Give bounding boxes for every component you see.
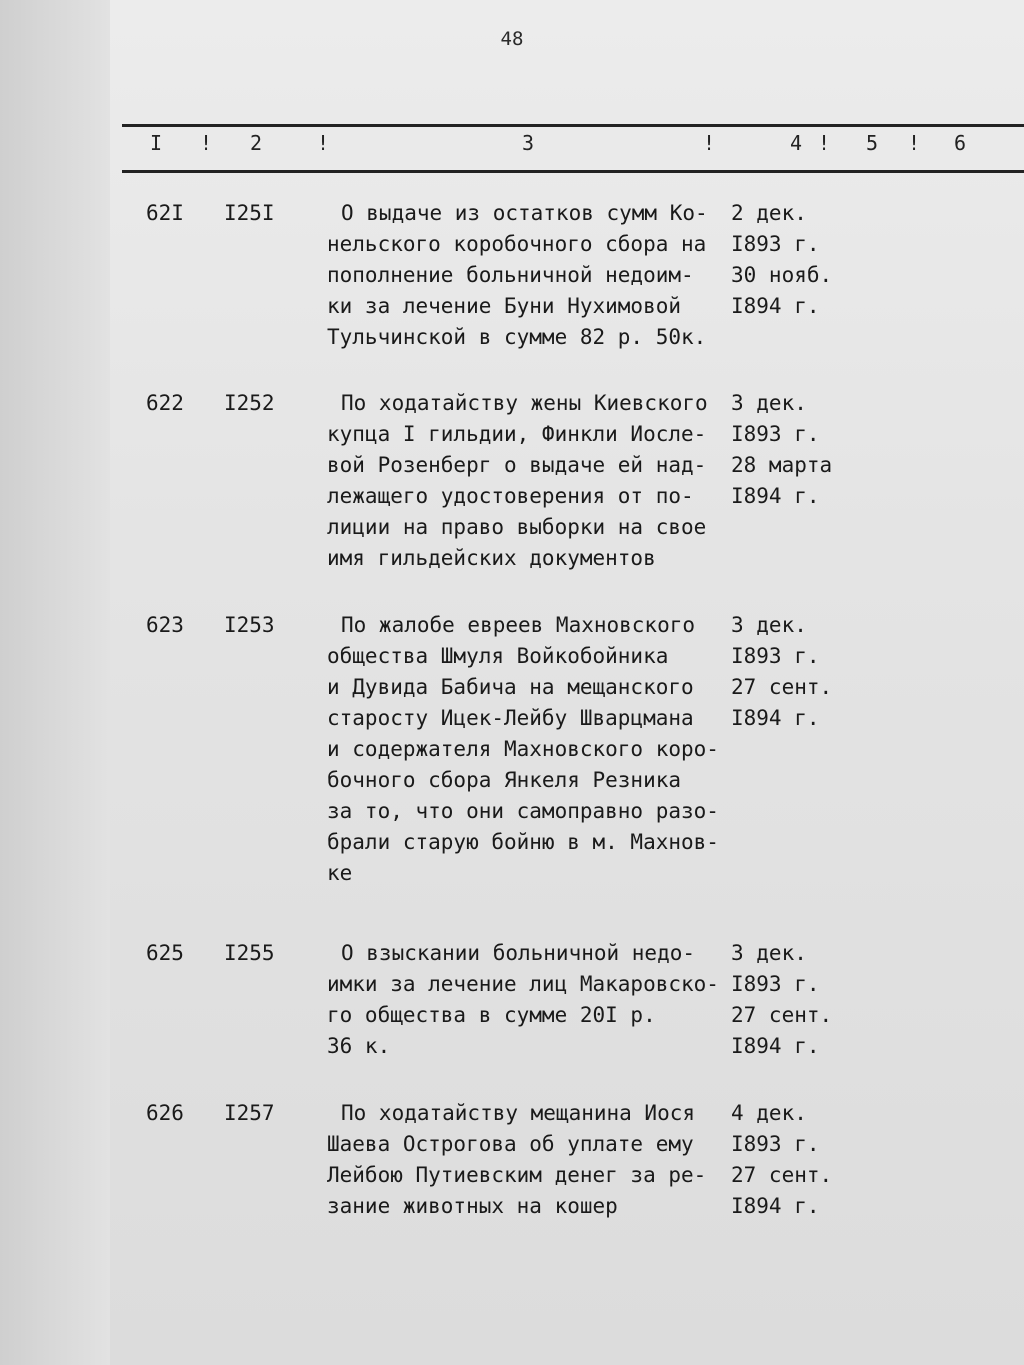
entry-dates	[731, 1098, 861, 1222]
start-year: I893 г.	[731, 1132, 820, 1156]
end-year: I894 г.	[731, 294, 820, 318]
entry-description	[327, 1098, 745, 1222]
description-line: Лейбою Путиевским денег за ре-	[327, 1163, 707, 1187]
start-year: I893 г.	[731, 644, 820, 668]
description-line: имки за лечение лиц Макаровско-	[327, 972, 719, 996]
document-number: I252	[224, 391, 275, 415]
description-line: По ходатайству мещанина Иося	[341, 1101, 696, 1125]
table-top-rule	[122, 124, 1024, 127]
description-line: купца I гильдии, Финкли Иосле-	[327, 422, 707, 446]
description-line: нельского коробочного сбора на	[327, 232, 707, 256]
entry-description	[327, 610, 745, 889]
start-date: 3 дек.	[731, 391, 807, 415]
entry-dates	[731, 610, 861, 734]
entry-description	[327, 938, 745, 1062]
document-number: I255	[224, 941, 275, 965]
header-separator: !	[200, 131, 213, 155]
description-line: 36 к.	[327, 1034, 391, 1058]
document-number: I253	[224, 613, 275, 637]
entry-number: 626	[146, 1101, 184, 1125]
entry-description	[327, 198, 745, 353]
start-date: 4 дек.	[731, 1101, 807, 1125]
header-separator: !	[703, 131, 716, 155]
end-date: 30 нояб.	[731, 263, 833, 287]
document-number: I257	[224, 1101, 275, 1125]
description-line: пополнение больничной недоим-	[327, 263, 694, 287]
document-number: I25I	[224, 201, 275, 225]
header-col-1: I	[150, 131, 163, 155]
description-line: и Дувида Бабича на мещанского	[327, 675, 694, 699]
description-line: По жалобе евреев Махновского	[341, 613, 696, 637]
description-line: О выдаче из остатков сумм Ко-	[341, 201, 708, 225]
entry-number: 62I	[146, 201, 184, 225]
start-year: I893 г.	[731, 422, 820, 446]
start-date: 2 дек.	[731, 201, 807, 225]
start-date: 3 дек.	[731, 941, 807, 965]
entry-number: 625	[146, 941, 184, 965]
description-line: за то, что они самоправно разо-	[327, 799, 719, 823]
description-line: О взыскании больничной недо-	[341, 941, 696, 965]
start-year: I893 г.	[731, 972, 820, 996]
description-line: старосту Ицек-Лейбу Шварцмана	[327, 706, 694, 730]
header-separator: !	[818, 131, 831, 155]
start-year: I893 г.	[731, 232, 820, 256]
header-col-6: 6	[954, 131, 967, 155]
description-line: Тульчинской в сумме 82 р. 50к.	[327, 325, 707, 349]
page-number: 48	[500, 28, 524, 50]
end-year: I894 г.	[731, 1194, 820, 1218]
description-line: зание животных на кошер	[327, 1194, 618, 1218]
description-line: общества Шмуля Войкобойника	[327, 644, 669, 668]
end-year: I894 г.	[731, 706, 820, 730]
end-date: 27 сент.	[731, 1163, 833, 1187]
description-line: Шаева Острогова об уплате ему	[327, 1132, 694, 1156]
header-col-2: 2	[250, 131, 263, 155]
end-date: 28 марта	[731, 453, 833, 477]
entry-number: 622	[146, 391, 184, 415]
page-left-shadow	[0, 0, 110, 1365]
end-year: I894 г.	[731, 484, 820, 508]
start-date: 3 дек.	[731, 613, 807, 637]
description-line: ке	[327, 861, 353, 885]
description-line: го общества в сумме 20I р.	[327, 1003, 656, 1027]
description-line: лиции на право выборки на свое	[327, 515, 707, 539]
description-line: ки за лечение Буни Нухимовой	[327, 294, 682, 318]
description-line: По ходатайству жены Киевского	[341, 391, 708, 415]
end-date: 27 сент.	[731, 1003, 833, 1027]
header-col-4: 4	[790, 131, 803, 155]
description-line: брали старую бойню в м. Махнов-	[327, 830, 719, 854]
description-line: имя гильдейских документов	[327, 546, 656, 570]
header-separator: !	[908, 131, 921, 155]
description-line: и содержателя Махновского коро-	[327, 737, 719, 761]
entry-dates	[731, 198, 861, 322]
description-line: бочного сбора Янкеля Резника	[327, 768, 682, 792]
description-line: лежащего удостоверения от по-	[327, 484, 694, 508]
entry-dates	[731, 938, 861, 1062]
entry-number: 623	[146, 613, 184, 637]
header-col-5: 5	[866, 131, 879, 155]
end-year: I894 г.	[731, 1034, 820, 1058]
header-col-3: 3	[522, 131, 535, 155]
description-line: вой Розенберг о выдаче ей над-	[327, 453, 707, 477]
entry-description	[327, 388, 745, 574]
table-header-bottom-rule	[122, 170, 1024, 173]
entry-dates	[731, 388, 861, 512]
end-date: 27 сент.	[731, 675, 833, 699]
table-header-row	[0, 131, 1024, 161]
header-separator: !	[317, 131, 330, 155]
